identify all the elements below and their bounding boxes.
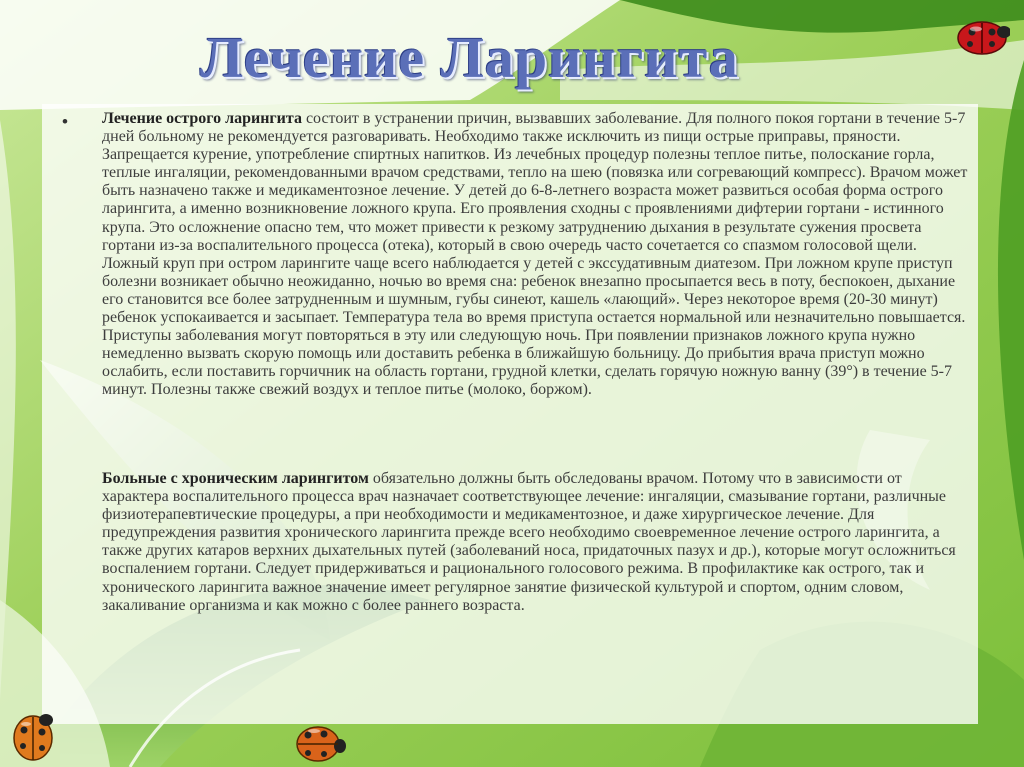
paragraph-acute-treatment bbox=[102, 110, 968, 400]
paragraph-acute-heading: Лечение острого ларингита bbox=[102, 110, 302, 127]
paragraph-chronic-treatment bbox=[102, 470, 968, 615]
paragraph-chronic-body: обязательно должны быть обследованы врачом. Потому что в зависимости от характера воспалительного процесса врач назначает соответствующее лечение: ингаляции, смазывание гортани, различные физиотерапевтические процедуры, а при необходимости и медикаментозное, и даже хирургическое лечение. Для предупреждения развития хронического ларингита прежде всего необходимо своевременное лечение острого ларингита, а также других катаров верхних дыхательных путей (заболеваний носа, придаточных пазух и др.), которые могут осложниться воспалением гортани. Следует придерживаться и рационального голосового режима. В профилактике как острого, так и хронического ларингита важное значение имеет регулярное занятие физической культурой и спортом, одним словом, закаливание организма и как можно с более раннего возраста. bbox=[102, 470, 956, 614]
ladybug-icon bbox=[954, 16, 1010, 56]
paragraph-chronic-heading: Больные с хроническим ларингитом bbox=[102, 470, 369, 487]
bullet-marker: • bbox=[62, 112, 68, 131]
ladybug-icon bbox=[294, 720, 346, 764]
paragraph-acute-body: состоит в устранении причин, вызвавших заболевание. Для полного покоя гортани в течение 5-7 дней больному не рекомендуется разговаривать. Необходимо также исключить из пищи острые приправы, пряности. Запрещается курение, употребление спиртных напитков. Из лечебных процедур полезны теплое питье, полоскание горла, теплые ингаляции, рекомендованными врачом средствами, тепло на шею (повязка или согревающий компресс). Врачом может быть назначено также и медикаментозное лечение. У детей до 6-8-летнего возраста может развиться особая форма острого ларингита, а именно возникновение ложного крупа. Его проявления сходны с проявлениями дифтерии гортани - истинного крупа. Это осложнение опасно тем, что может привести к резкому затруднению дыхания в результате сужения просвета гортани из-за воспалительного процесса (отека), который в свою очередь часто сочетается со спазмом голосовой щели. Ложный круп при остром ларингите чаще всего наблюдается у детей с экссудативным диатезом. При ложном крупе приступ болезни возникает обычно неожиданно, ночью во время сна: ребенок внезапно просыпается весь в поту, беспокоен, дыхание его становится все более затрудненным и шумным, губы синеют, кашель «лающий». Через некоторое время (20-30 минут) ребенок успокаивается и засыпает. Температура тела во время приступа остается нормальной или незначительно повышается. Приступы заболевания могут повторяться в эту или следующую ночь. При появлении признаков ложного крупа нужно немедленно вызвать скорую помощь или доставить ребенка в ближайшую больницу. До прибытия врача приступ можно ослабить, если поставить горчичник на область гортани, грудной клетки, сделать горячую ножную ванну (39°) в течение 5-7 минут. Полезны также свежий воздух и теплое питье (молоко, боржом). bbox=[102, 110, 968, 399]
ladybug-icon bbox=[8, 710, 58, 762]
slide-title: Лечение Ларингита bbox=[200, 25, 739, 90]
